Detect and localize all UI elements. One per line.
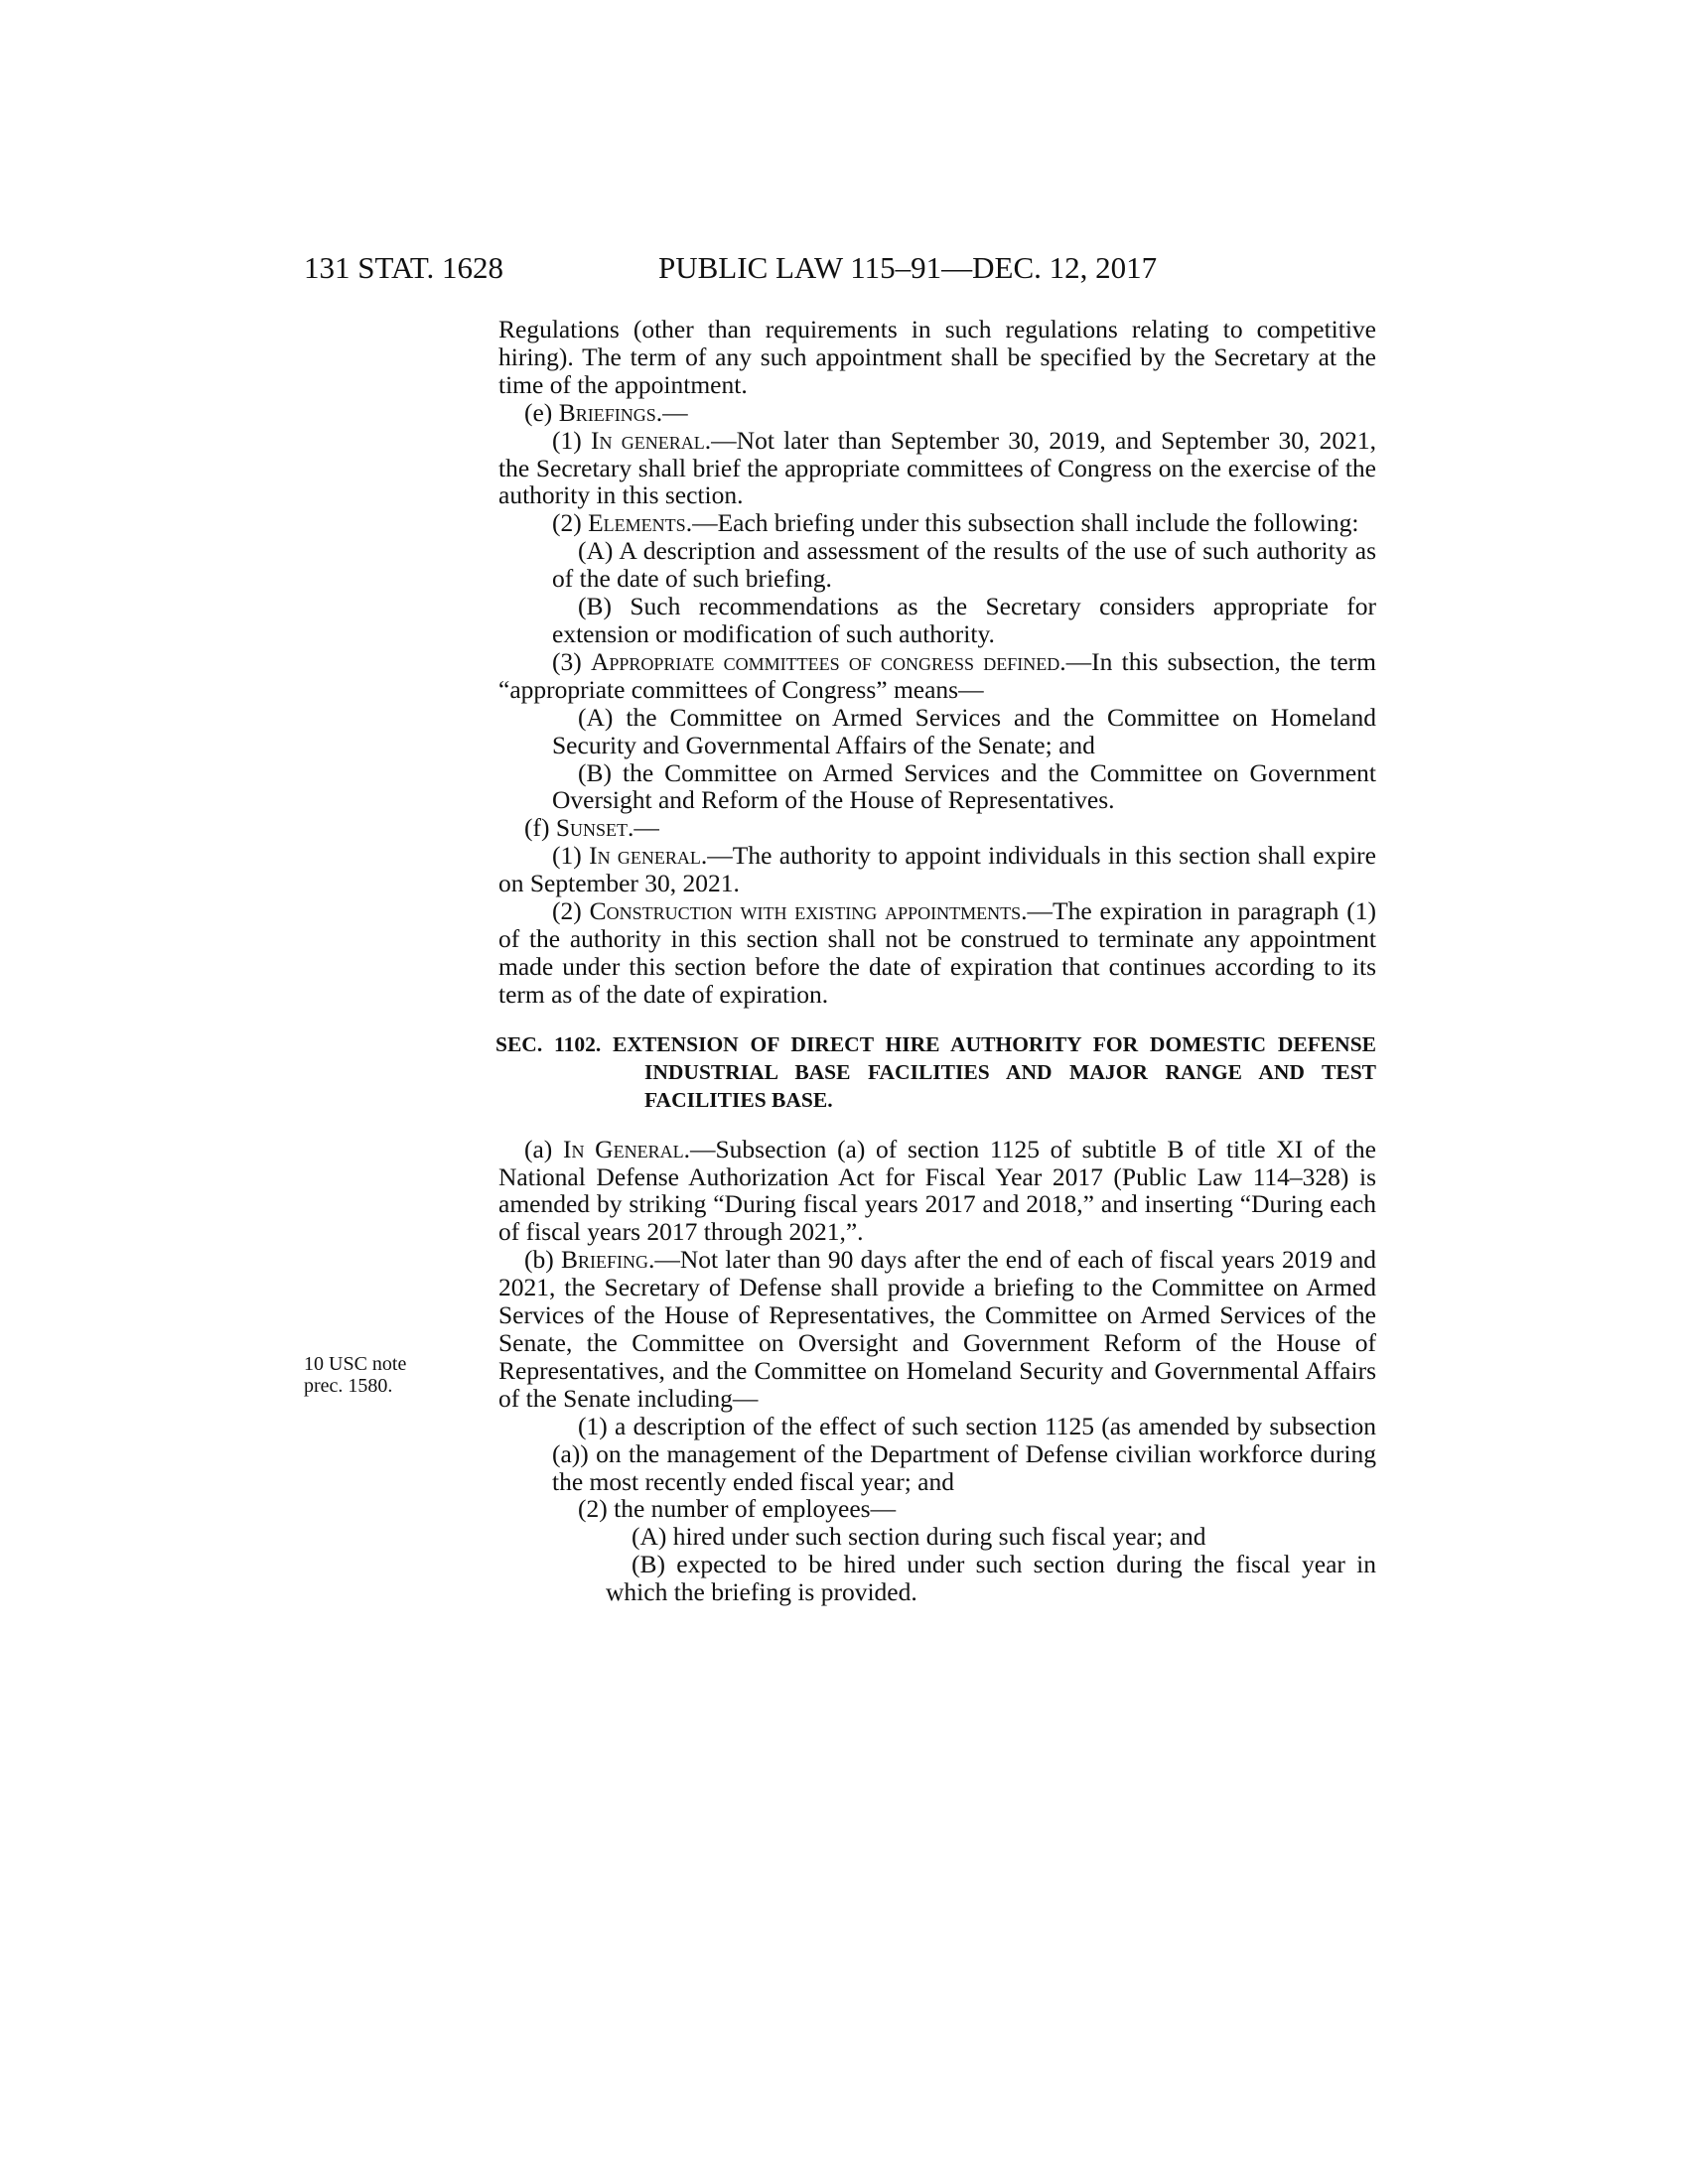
- heading-small-caps: Briefings: [558, 397, 656, 427]
- subsection-a: [498, 1136, 1376, 1247]
- subsection-e-heading: [498, 399, 1376, 427]
- label: (2): [552, 896, 590, 926]
- paragraph-e1: [498, 427, 1376, 510]
- margin-note-line-2: prec. 1580.: [304, 1375, 393, 1397]
- subparagraph-b2B: (B) expected to be hired under such section during the fiscal year in which the briefing is provided.: [606, 1550, 1376, 1607]
- heading-small-caps: Briefing: [560, 1245, 648, 1275]
- subsection-b: [498, 1246, 1376, 1412]
- heading-small-caps: Appropriate committees of congress defined: [590, 646, 1060, 676]
- heading-small-caps: Construction with existing appointments: [589, 896, 1022, 926]
- subparagraph-e2B: (B) Such recommendations as the Secretary considers appropriate for extension or modification of such authority.: [552, 592, 1376, 648]
- paragraph-e3: [498, 648, 1376, 704]
- paragraph-b2: (2) the number of employees—: [578, 1494, 897, 1524]
- label: (f): [524, 813, 556, 843]
- text: .—Not later than 90 days after the end of each of fiscal years 2019 and 2021, the Secretary of Defense shall provide a briefing to the Committee on Armed Services of the House of Representatives, the Committee on Armed Services of the Senate, the Committee on Oversight and Government Reform of the House of Representatives, and the Committee on Homeland Security and Governmental Affairs of the Senate including—: [498, 1245, 1376, 1413]
- paragraph-f2: [498, 897, 1376, 1009]
- label: (1): [552, 841, 590, 871]
- label: (e): [524, 397, 559, 427]
- paragraph-continuation: Regulations (other than requirements in such regulations relating to competitive hiring). The term of any such appointment shall be specified by the Secretary at the time of the appointment.: [498, 315, 1376, 399]
- text: .—The expiration in paragraph (1) of the authority in this section shall not be construed to terminate any appointment made under this section before the date of expiration that continues according to its term as of the date of expiration.: [498, 896, 1376, 1009]
- statute-page-number: 131 STAT. 1628: [304, 250, 504, 285]
- heading-small-caps: In General: [563, 1134, 684, 1163]
- heading-small-caps: Elements: [588, 508, 686, 538]
- label: (1): [552, 425, 592, 455]
- paragraph-f1: [498, 842, 1376, 897]
- text: .—Not later than September 30, 2019, and September 30, 2021, the Secretary shall brief the appropriate committees of Congress on the exercise of the authority in this section.: [498, 425, 1376, 510]
- page-header: [0, 248, 1688, 288]
- text: .—: [628, 813, 659, 843]
- label: (2): [552, 508, 589, 538]
- margin-note-line-1: 10 USC note: [304, 1353, 407, 1375]
- paragraph-e2: [498, 509, 1376, 537]
- margin-note: [304, 1353, 423, 1397]
- document-body: [495, 315, 1376, 1607]
- section-1102-heading: SEC. 1102. EXTENSION OF DIRECT HIRE AUTHORITY FOR DOMESTIC DEFENSE INDUSTRIAL BASE FACILITIES AND MAJOR RANGE AND TEST FACILITIES BASE.: [495, 1031, 1376, 1112]
- subsection-f-heading: [498, 814, 1376, 842]
- label: (b): [524, 1245, 561, 1275]
- paragraph-b1: (1) a description of the effect of such section 1125 (as amended by subsection (a)) on the management of the Department of Defense civilian workforce during the most recently ended fiscal year; and: [552, 1411, 1376, 1496]
- heading-small-caps: In general: [591, 425, 705, 455]
- text: .—Subsection (a) of section 1125 of subtitle B of title XI of the National Defense Authorization Act for Fiscal Year 2017 (Public Law 114–328) is amended by striking “During fiscal years 2017 and 2018,” and inserting “During each of fiscal years 2017 through 2021,”.: [498, 1134, 1376, 1247]
- subparagraph-e3B: (B) the Committee on Armed Services and the Committee on Government Oversight and Reform of the House of Representatives.: [552, 757, 1376, 815]
- subparagraph-e3A: (A) the Committee on Armed Services and the Committee on Homeland Security and Governmental Affairs of the Senate; and: [552, 702, 1376, 759]
- label: (a): [524, 1134, 563, 1163]
- text: .—In this subsection, the term “appropriate committees of Congress” means—: [498, 646, 1376, 704]
- subparagraph-e2A: (A) A description and assessment of the results of the use of such authority as of the date of such briefing.: [552, 536, 1376, 594]
- label: (3): [552, 646, 591, 676]
- heading-small-caps: Sunset: [555, 813, 629, 843]
- heading-small-caps: In general: [589, 841, 701, 871]
- subparagraph-b2A: (A) hired under such section during such fiscal year; and: [632, 1522, 1206, 1552]
- text: .—The authority to appoint individuals in this section shall expire on September 30, 2021.: [498, 841, 1376, 898]
- text: .—Each briefing under this subsection shall include the following:: [685, 508, 1359, 538]
- running-title: PUBLIC LAW 115–91—DEC. 12, 2017: [658, 250, 1158, 285]
- text: .—: [655, 397, 688, 427]
